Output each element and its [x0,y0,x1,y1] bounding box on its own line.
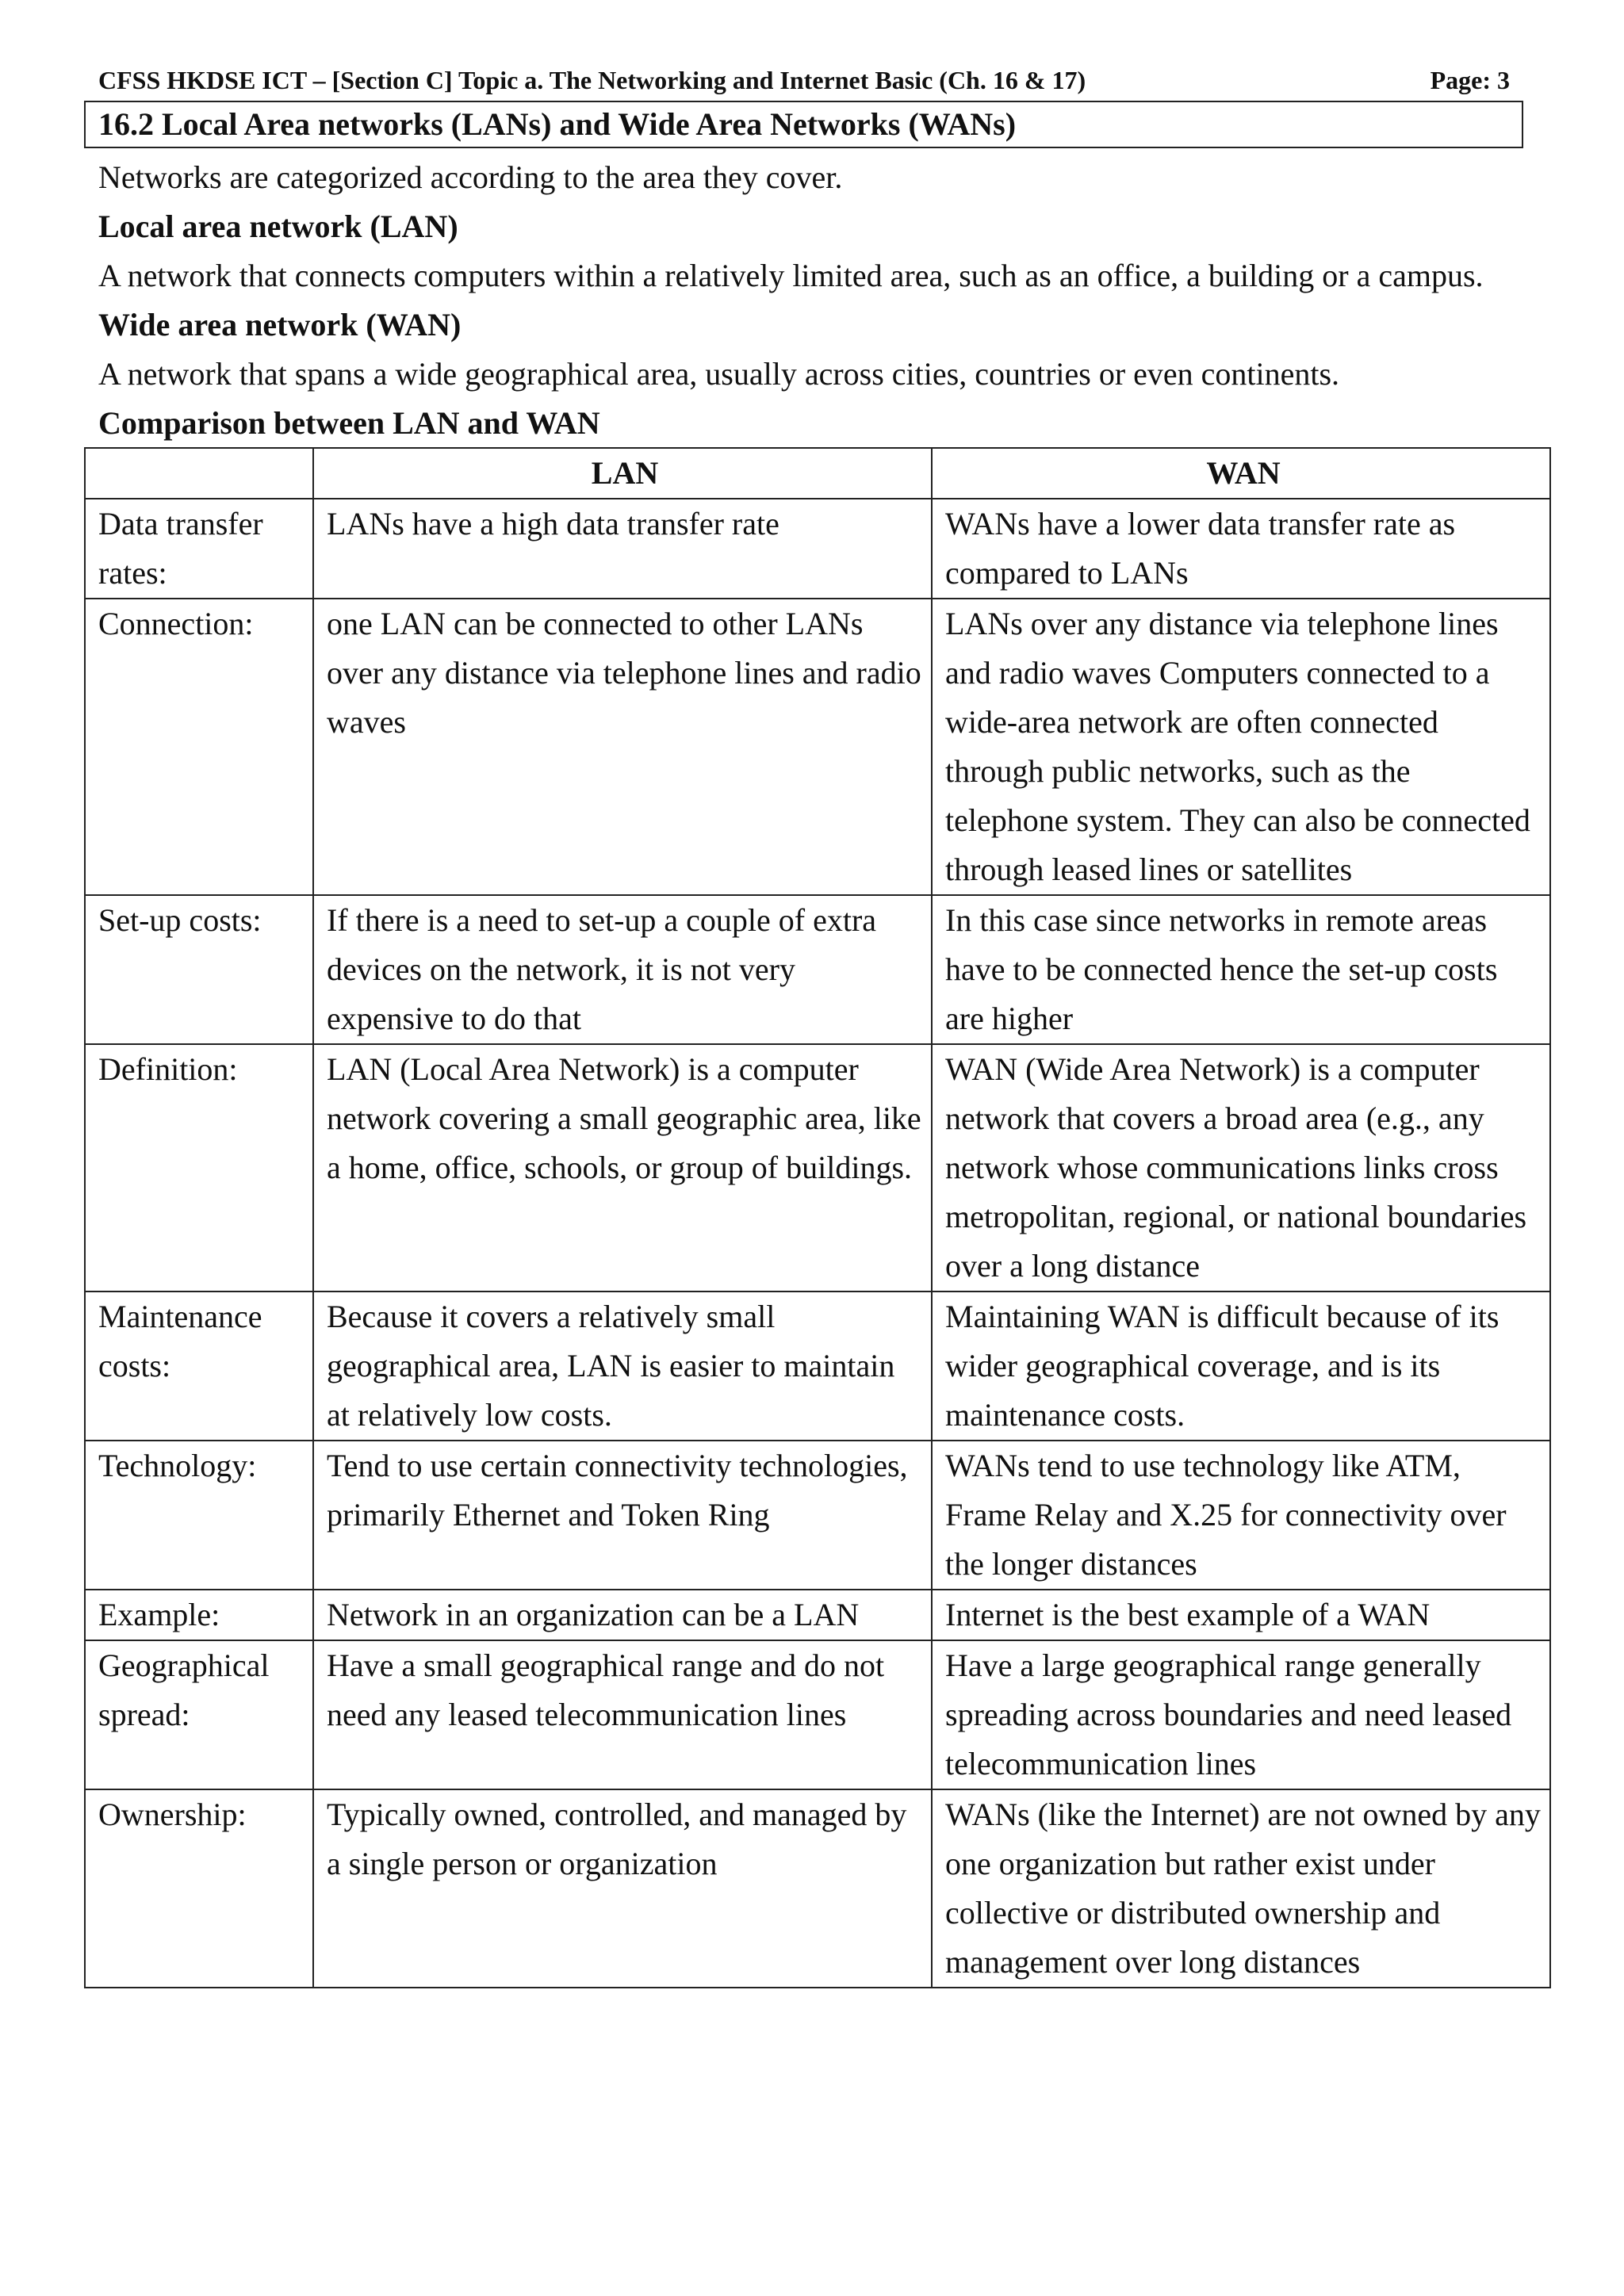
lan-cell: If there is a need to set-up a couple of extra devices on the network, it is not very expensive to do that [313,895,932,1044]
wan-cell: WANs (like the Internet) are not owned by any one organization but rather exist under collective or distributed ownership and management over long distances [932,1789,1550,1988]
table-header-wan: WAN [932,448,1550,499]
table-header-empty [85,448,313,499]
document-title: CFSS HKDSE ICT – [Section C] Topic a. The Networking and Internet Basic (Ch. 16 & 17) [98,66,1086,94]
table-row [85,1292,1550,1441]
row-label: Definition: [85,1044,313,1292]
wan-cell: WANs have a lower data transfer rate as compared to LANs [932,499,1550,599]
row-label: Ownership: [85,1789,313,1988]
wan-definition: A network that spans a wide geographical area, usually across cities, countries or even continents. [98,356,1340,392]
row-label: Maintenance costs: [85,1292,313,1441]
page-number: Page: 3 [1430,66,1510,94]
row-label: Connection: [85,599,313,895]
page-header [98,62,1510,98]
comparison-table [84,447,1551,1988]
table-row [85,895,1550,1044]
table-row [85,599,1550,895]
lan-heading: Local area network (LAN) [98,209,458,244]
lan-cell: Because it covers a relatively small geographical area, LAN is easier to maintain at relatively low costs. [313,1292,932,1441]
section-heading: 16.2 Local Area networks (LANs) and Wide Area Networks (WANs) [84,101,1523,148]
wan-cell: WAN (Wide Area Network) is a computer network that covers a broad area (e.g., any network whose communications links cross metropolitan, regional, or national boundaries over a long distance [932,1044,1550,1292]
table-row [85,1441,1550,1590]
table-header-lan: LAN [313,448,932,499]
table-header-row [85,448,1550,499]
comparison-heading: Comparison between LAN and WAN [98,405,600,441]
wan-cell: LANs over any distance via telephone lines and radio waves Computers connected to a wide-area network are often connected through public networks, such as the telephone system. They can also be connected through leased lines or satellites [932,599,1550,895]
table-row [85,1640,1550,1789]
lan-cell: Typically owned, controlled, and managed by a single person or organization [313,1789,932,1988]
lan-cell: LAN (Local Area Network) is a computer network covering a small geographic area, like a home, office, schools, or group of buildings. [313,1044,932,1292]
lan-cell: one LAN can be connected to other LANs over any distance via telephone lines and radio waves [313,599,932,895]
intro-text: Networks are categorized according to the area they cover. [98,159,843,195]
lan-cell: LANs have a high data transfer rate [313,499,932,599]
lan-cell: Have a small geographical range and do not need any leased telecommunication lines [313,1640,932,1789]
table-row [85,1044,1550,1292]
table-row [85,499,1550,599]
row-label: Data transfer rates: [85,499,313,599]
row-label: Example: [85,1590,313,1640]
wan-cell: Maintaining WAN is difficult because of its wider geographical coverage, and is its maintenance costs. [932,1292,1550,1441]
wan-heading: Wide area network (WAN) [98,307,462,342]
lan-cell: Network in an organization can be a LAN [313,1590,932,1640]
table-row [85,1789,1550,1988]
lan-definition: A network that connects computers within a relatively limited area, such as an office, a building or a campus. [98,258,1484,293]
table-row [85,1590,1550,1640]
wan-cell: WANs tend to use technology like ATM, Frame Relay and X.25 for connectivity over the longer distances [932,1441,1550,1590]
lan-cell: Tend to use certain connectivity technologies, primarily Ethernet and Token Ring [313,1441,932,1590]
wan-cell: Internet is the best example of a WAN [932,1590,1550,1640]
row-label: Set-up costs: [85,895,313,1044]
wan-cell: Have a large geographical range generally spreading across boundaries and need leased telecommunication lines [932,1640,1550,1789]
row-label: Geographical spread: [85,1640,313,1789]
wan-cell: In this case since networks in remote areas have to be connected hence the set-up costs are higher [932,895,1550,1044]
row-label: Technology: [85,1441,313,1590]
